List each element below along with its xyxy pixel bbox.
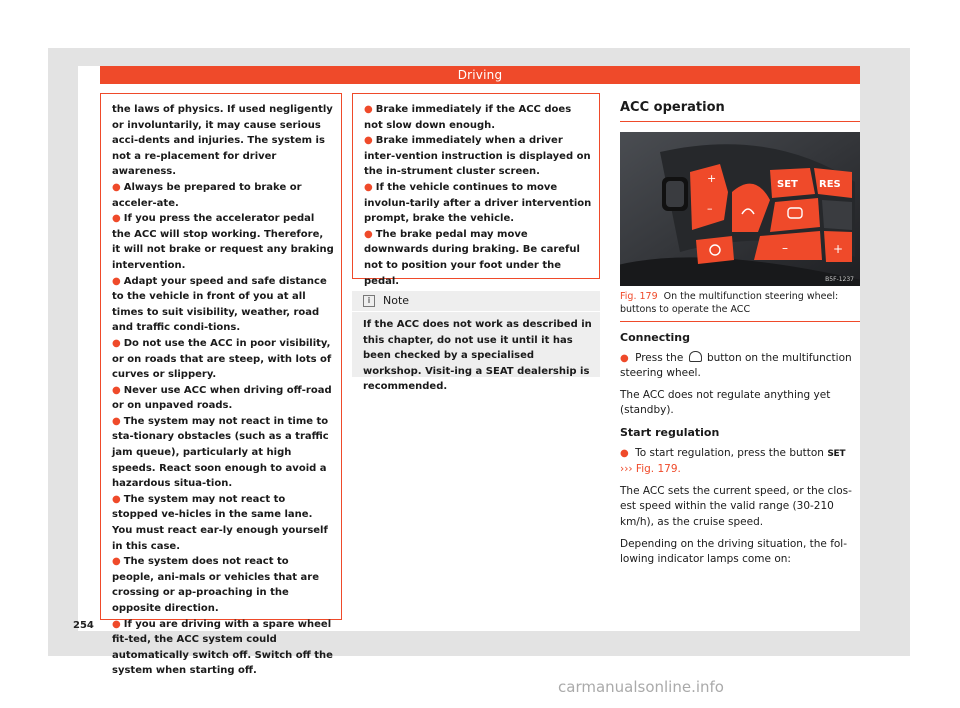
warning-item — [364, 180, 592, 227]
bullet-icon: ● — [112, 213, 121, 225]
standby-text: The ACC does not regulate anything yet (standby). — [620, 388, 831, 417]
warning-text: If you press the accelerator pedal the ACC will stop working. Therefore, it will not brake or request any braking intervention. — [112, 213, 334, 271]
bullet-icon: ● — [112, 337, 121, 349]
warning-item — [364, 133, 592, 180]
bullet-icon: ● — [620, 447, 629, 459]
warning-text: Brake immediately if the ACC does not slow down enough. — [364, 104, 572, 131]
warning-text: Always be prepared to brake or acceler-ate. — [112, 181, 302, 209]
set-label: SET — [777, 179, 798, 190]
bullet-icon: ● — [620, 352, 629, 364]
connecting-post: button on the multifunction steering wheel. — [620, 351, 852, 380]
warning-text: The system does not react to people, ani-mals or vehicles that are crossing or ap-proaching in the opposite direction. — [112, 556, 320, 614]
res-label: RES — [819, 179, 841, 190]
set-button-icon: SET — [827, 448, 846, 459]
warning-item — [112, 180, 334, 211]
warning-item — [112, 492, 334, 554]
start-heading: Start regulation — [620, 425, 720, 439]
figure-code: B5F-1237 — [825, 276, 854, 283]
volume-minus-label: – — [707, 202, 713, 215]
bullet-icon: ● — [112, 181, 121, 193]
bullet-icon: ● — [112, 493, 121, 505]
speed-text: The ACC sets the current speed, or the clos-est speed within the valid range (30-210 km/h), as the cruise speed. — [620, 484, 852, 528]
bullet-icon: ● — [112, 618, 121, 630]
figure-caption-text: On the multifunction steering wheel: buttons to operate the ACC — [620, 291, 839, 315]
warning-text: The system may not react in time to sta-tionary obstacles (such as a traffic jam queue), particularly at high speeds. React soon enough to avoid a hazardous situa-tion. — [112, 415, 329, 490]
bullet-icon: ● — [364, 104, 373, 115]
steering-wheel-illustration — [620, 132, 860, 286]
acc-button-icon — [689, 351, 702, 362]
warning-item — [112, 383, 334, 414]
page-number: 254 — [73, 620, 94, 631]
volume-plus-label: + — [707, 172, 717, 185]
figure-caption — [620, 290, 860, 322]
warning-list — [364, 102, 592, 289]
warning-text: If the vehicle continues to move involun-tarily after a driver intervention prompt, brake the vehicle. — [364, 181, 592, 225]
bullet-icon: ● — [364, 135, 373, 147]
warning-text: Adapt your speed and safe distance to the vehicle in front of you at all times to suit visibility, weather, road and traffic condi-tions. — [112, 275, 327, 334]
bullet-icon: ● — [364, 181, 373, 193]
warning-list — [112, 180, 334, 679]
speed-plus-label: + — [833, 242, 844, 256]
warning-text: The brake pedal may move downwards during braking. Be careful not to position your foot under the pedal. — [364, 228, 580, 287]
warning-item — [112, 274, 334, 336]
section-title: ACC operation — [620, 100, 860, 122]
steering-wheel-figure — [620, 132, 860, 286]
watermark: carmanualsonline.info — [558, 678, 724, 696]
figure-reference-link[interactable]: ››› Fig. 179. — [620, 463, 681, 476]
acc-operation-text — [620, 330, 860, 574]
warning-text: Brake immediately when a driver inter-vention instruction is displayed on the in-strument cluster screen. — [364, 135, 591, 178]
warning-intro: the laws of physics. If used negligently or involuntarily, it may cause serious acci-dents and injuries. The system is not a re-placement for driver awareness. — [112, 104, 333, 178]
lamps-text: Depending on the driving situation, the fol-lowing indicator lamps come on: — [620, 537, 848, 566]
note-text: If the ACC does not work as described in this chapter, do not use it until it has been checked by a specialised workshop. Visit-ing a SEAT dealership is recommended. — [363, 319, 592, 393]
connecting-step — [620, 351, 860, 382]
bullet-icon: ● — [112, 275, 121, 287]
warning-item — [112, 211, 334, 273]
warning-box-left — [100, 93, 342, 677]
note-header — [352, 291, 600, 312]
warning-text: If you are driving with a spare wheel fit-ted, the ACC system could automatically switch off. Switch off the system when starting off. — [112, 618, 333, 677]
warning-box-middle — [352, 93, 600, 287]
bullet-icon: ● — [112, 384, 121, 396]
bullet-icon: ● — [112, 556, 121, 568]
distance-button — [770, 198, 820, 232]
warning-text: The system may not react to stopped ve-hicles in the same lane. You must react ear-ly enough yourself in this case. — [112, 493, 328, 552]
warning-item — [112, 617, 334, 679]
warning-item — [112, 554, 334, 616]
warning-item — [112, 414, 334, 492]
warning-item — [364, 102, 592, 133]
bullet-icon: ● — [364, 228, 373, 240]
note-box — [352, 291, 600, 393]
figure-label: Fig. 179 — [620, 291, 658, 302]
warning-text: Do not use the ACC in poor visibility, or on roads that are steep, with lots of curves or slippery. — [112, 337, 332, 381]
speed-minus-label: – — [782, 241, 788, 255]
connecting-pre: Press the — [635, 351, 684, 364]
bullet-icon: ● — [112, 415, 121, 427]
note-title: Note — [383, 294, 410, 307]
start-pre: To start regulation, press the button — [635, 446, 824, 459]
connecting-heading: Connecting — [620, 331, 691, 344]
lane-assist-button — [696, 236, 734, 264]
chapter-header: Driving — [100, 66, 860, 84]
warning-item — [112, 336, 334, 383]
warning-text: Never use ACC when driving off-road or on unpaved roads. — [112, 384, 332, 412]
info-icon: i — [363, 295, 375, 307]
warning-item — [364, 227, 592, 289]
start-step — [620, 446, 860, 478]
